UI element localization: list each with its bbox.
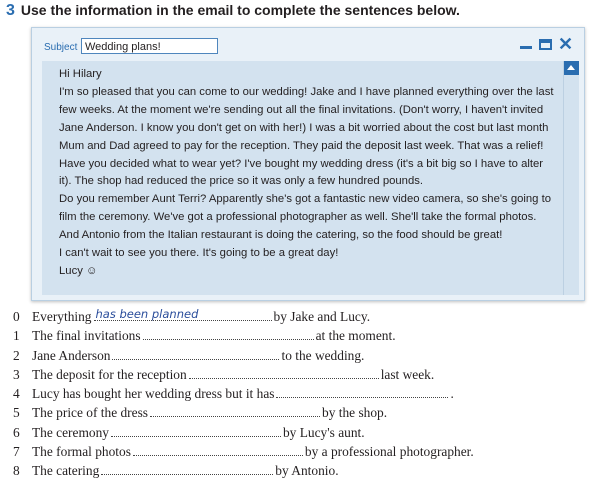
email-line: Hi Hilary	[59, 68, 102, 80]
sentence-item	[13, 442, 474, 461]
sentence-number: 5	[13, 405, 20, 421]
sentence-end: by Lucy's aunt.	[282, 424, 365, 440]
email-line: Do you remember Aunt Terri? Apparently she's got a fantastic new video camera, so she's going to	[59, 193, 552, 206]
answer-blank[interactable]	[150, 406, 320, 417]
email-line: few weeks. At the moment we're sending out all the final invitations. (Don't worry, I haven't invited	[59, 103, 544, 116]
sentence-start: The catering	[32, 463, 100, 479]
email-line: Have you decided what to wear yet? I've bought my wedding dress (it's a bit big so I have to alter	[59, 157, 544, 170]
sentence-start: Everything	[32, 309, 92, 324]
email-line: Jane Anderson. I know you don't get on with her!) I was a bit worried about the cost but last month	[59, 121, 549, 134]
sentence-start: Jane Anderson	[32, 347, 111, 363]
sentence-list	[13, 307, 474, 481]
sentence-number: 3	[13, 366, 20, 382]
email-line: Mum and Dad agreed to pay for the reception. They paid the deposit last week. That was a relief!	[59, 139, 544, 152]
sentence-item	[13, 423, 474, 442]
answer-blank[interactable]	[189, 368, 379, 379]
email-line: I can't wait to see you there. It's going to be a great day!	[59, 247, 339, 260]
exercise-instruction: Use the information in the email to complete the sentences below.	[20, 2, 460, 18]
sentence-end: at the moment.	[315, 328, 396, 344]
minimize-icon[interactable]	[519, 37, 533, 51]
email-line: I'm so pleased that you can come to our wedding! Jake and I have planned everything over the last	[59, 85, 554, 98]
sentence-start: The price of the dress	[32, 405, 149, 421]
sentence-end: last week.	[380, 366, 435, 382]
sentence-item	[13, 365, 474, 384]
email-line: And Antonio from the Italian restaurant is doing the catering, so the food should be great!	[59, 229, 503, 242]
sentence-number: 0	[13, 309, 20, 324]
close-icon[interactable]: ✕	[558, 34, 574, 54]
sentence-end: by Jake and Lucy.	[273, 309, 371, 324]
exercise-heading	[6, 2, 460, 20]
sentence-end: to the wedding.	[281, 347, 365, 363]
sentence-number: 2	[13, 347, 20, 363]
sentence-number: 8	[13, 463, 20, 479]
sentence-start: The deposit for the reception	[32, 366, 187, 382]
email-text	[59, 66, 559, 281]
sentence-end: by the shop.	[322, 405, 388, 421]
sentence-item	[13, 461, 474, 480]
sentence-number: 7	[13, 444, 20, 460]
answer-blank[interactable]	[101, 464, 273, 475]
sentence-item	[13, 403, 474, 422]
sentence-start: Lucy has bought her wedding dress but it has	[32, 386, 275, 402]
email-window	[31, 27, 585, 301]
sentence-number: 6	[13, 424, 20, 440]
answer-blank[interactable]	[112, 349, 279, 360]
sentence-item	[13, 384, 474, 403]
scroll-up-arrow-icon[interactable]	[564, 61, 579, 75]
sentence-item	[13, 326, 474, 345]
sentence-end: by a professional photographer.	[304, 444, 474, 460]
email-line: Lucy ☺	[59, 264, 98, 277]
answer-blank[interactable]	[276, 387, 448, 398]
example-answer: has been planned	[95, 307, 199, 321]
sentence-start: The formal photos	[32, 444, 131, 460]
sentence-item	[13, 346, 474, 365]
answer-blank[interactable]	[143, 329, 314, 340]
answer-blank[interactable]	[133, 445, 303, 456]
sentence-end: by Antonio.	[275, 463, 339, 479]
subject-input[interactable]: Wedding plans!	[81, 38, 218, 54]
sentence-item	[13, 307, 474, 326]
email-line: it). The shop had reduced the price so it was only a few hundred pounds.	[59, 175, 424, 188]
sentence-start: The ceremony	[32, 424, 109, 440]
sentence-number: 1	[13, 328, 20, 344]
exercise-number: 3	[6, 2, 15, 19]
sentence-number: 4	[13, 386, 20, 402]
sentence-start: The final invitations	[32, 328, 141, 344]
maximize-icon[interactable]	[538, 37, 552, 51]
sentence-end: .	[450, 386, 454, 402]
scrollbar[interactable]	[563, 61, 579, 295]
subject-label: Subject	[44, 42, 78, 53]
email-line: film the ceremony. We've got a professional photographer as well. She'll take the formal photos.	[59, 211, 537, 224]
email-body	[42, 61, 563, 295]
answer-blank[interactable]	[111, 426, 281, 437]
